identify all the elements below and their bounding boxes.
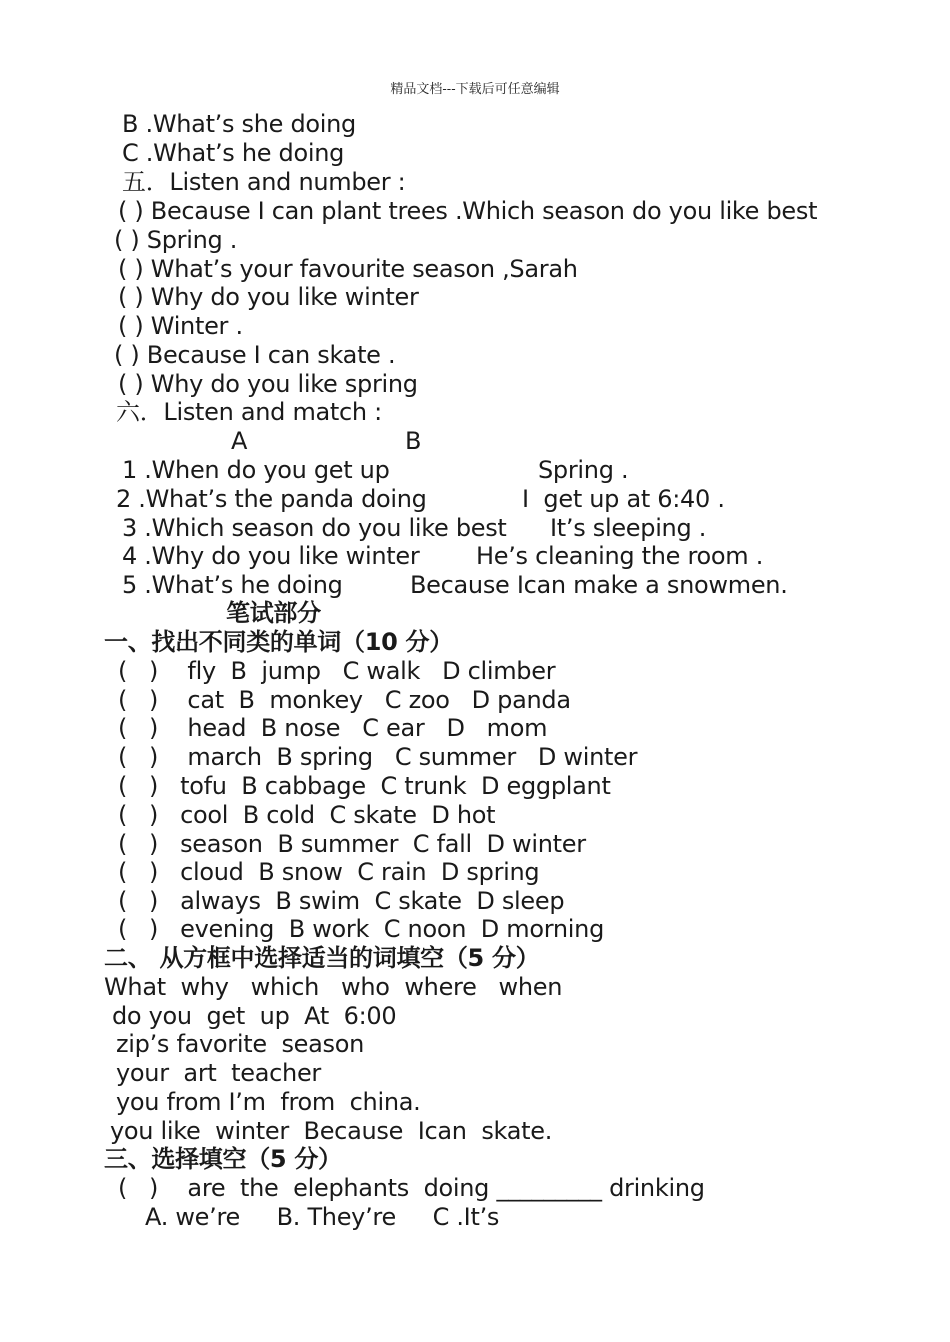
choice-question-1: ( ) are the elephants doing _________ drinking — [118, 1174, 705, 1202]
number-item-3: ( ) What’s your favourite season ,Sarah — [118, 255, 578, 283]
fill-item-4: you from I’m from china. — [116, 1088, 421, 1116]
match-question-2: 2 .What’s the panda doing — [116, 485, 427, 513]
number-item-4: ( ) Why do you like winter — [118, 283, 419, 311]
match-question-5: 5 .What’s he doing — [122, 571, 343, 599]
section-two-title: 二、 从方框中选择适当的词填空（5 分） — [104, 944, 540, 972]
column-a-label: A — [231, 427, 248, 455]
page-header: 精品文档---下载后可任意编辑 — [390, 82, 560, 97]
match-question-4: 4 .Why do you like winter — [122, 542, 420, 570]
match-question-3: 3 .Which season do you like best — [122, 514, 507, 542]
written-part-title: 笔试部分 — [226, 599, 321, 627]
fill-item-1: do you get up At 6:00 — [112, 1002, 397, 1030]
word-bank: What why which who where when — [104, 973, 563, 1001]
odd-word-item-4: ( ) march B spring C summer D winter — [118, 743, 638, 771]
odd-word-item-9: ( ) always B swim C skate D sleep — [118, 887, 565, 915]
number-item-2: ( ) Spring . — [114, 226, 238, 254]
match-question-1: 1 .When do you get up — [122, 456, 390, 484]
section-five-title: 五．Listen and number : — [122, 168, 406, 196]
match-answer-1: Spring . — [538, 456, 629, 484]
odd-word-item-8: ( ) cloud B snow C rain D spring — [118, 858, 540, 886]
match-answer-4: He’s cleaning the room . — [476, 542, 764, 570]
section-three-title: 三、选择填空（5 分） — [104, 1145, 342, 1173]
match-answer-2: I get up at 6:40 . — [522, 485, 725, 513]
choice-options-1: A. we’re B. They’re C .It’s — [145, 1203, 500, 1231]
odd-word-item-6: ( ) cool B cold C skate D hot — [118, 801, 496, 829]
section-six-title: 六．Listen and match : — [116, 398, 382, 426]
fill-item-5: you like winter Because Ican skate. — [110, 1117, 553, 1145]
fill-item-3: your art teacher — [116, 1059, 321, 1087]
match-answer-3: It’s sleeping . — [550, 514, 707, 542]
number-item-5: ( ) Winter . — [118, 312, 243, 340]
number-item-6: ( ) Because I can skate . — [114, 341, 396, 369]
odd-word-item-5: ( ) tofu B cabbage C trunk D eggplant — [118, 772, 611, 800]
number-item-1: ( ) Because I can plant trees .Which season do you like best — [118, 197, 818, 225]
section-one-title: 一、找出不同类的单词（10 分） — [104, 628, 453, 656]
odd-word-item-10: ( ) evening B work C noon D morning — [118, 915, 605, 943]
fill-item-2: zip’s favorite season — [116, 1030, 365, 1058]
odd-word-item-7: ( ) season B summer C fall D winter — [118, 830, 586, 858]
odd-word-item-2: ( ) cat B monkey C zoo D panda — [118, 686, 571, 714]
option-b-line: B .What’s she doing — [122, 110, 356, 138]
odd-word-item-3: ( ) head B nose C ear D mom — [118, 714, 548, 742]
option-c-line: C .What’s he doing — [122, 139, 345, 167]
number-item-7: ( ) Why do you like spring — [118, 370, 418, 398]
odd-word-item-1: ( ) fly B jump C walk D climber — [118, 657, 556, 685]
column-b-label: B — [405, 427, 422, 455]
match-answer-5: Because Ican make a snowmen. — [410, 571, 788, 599]
